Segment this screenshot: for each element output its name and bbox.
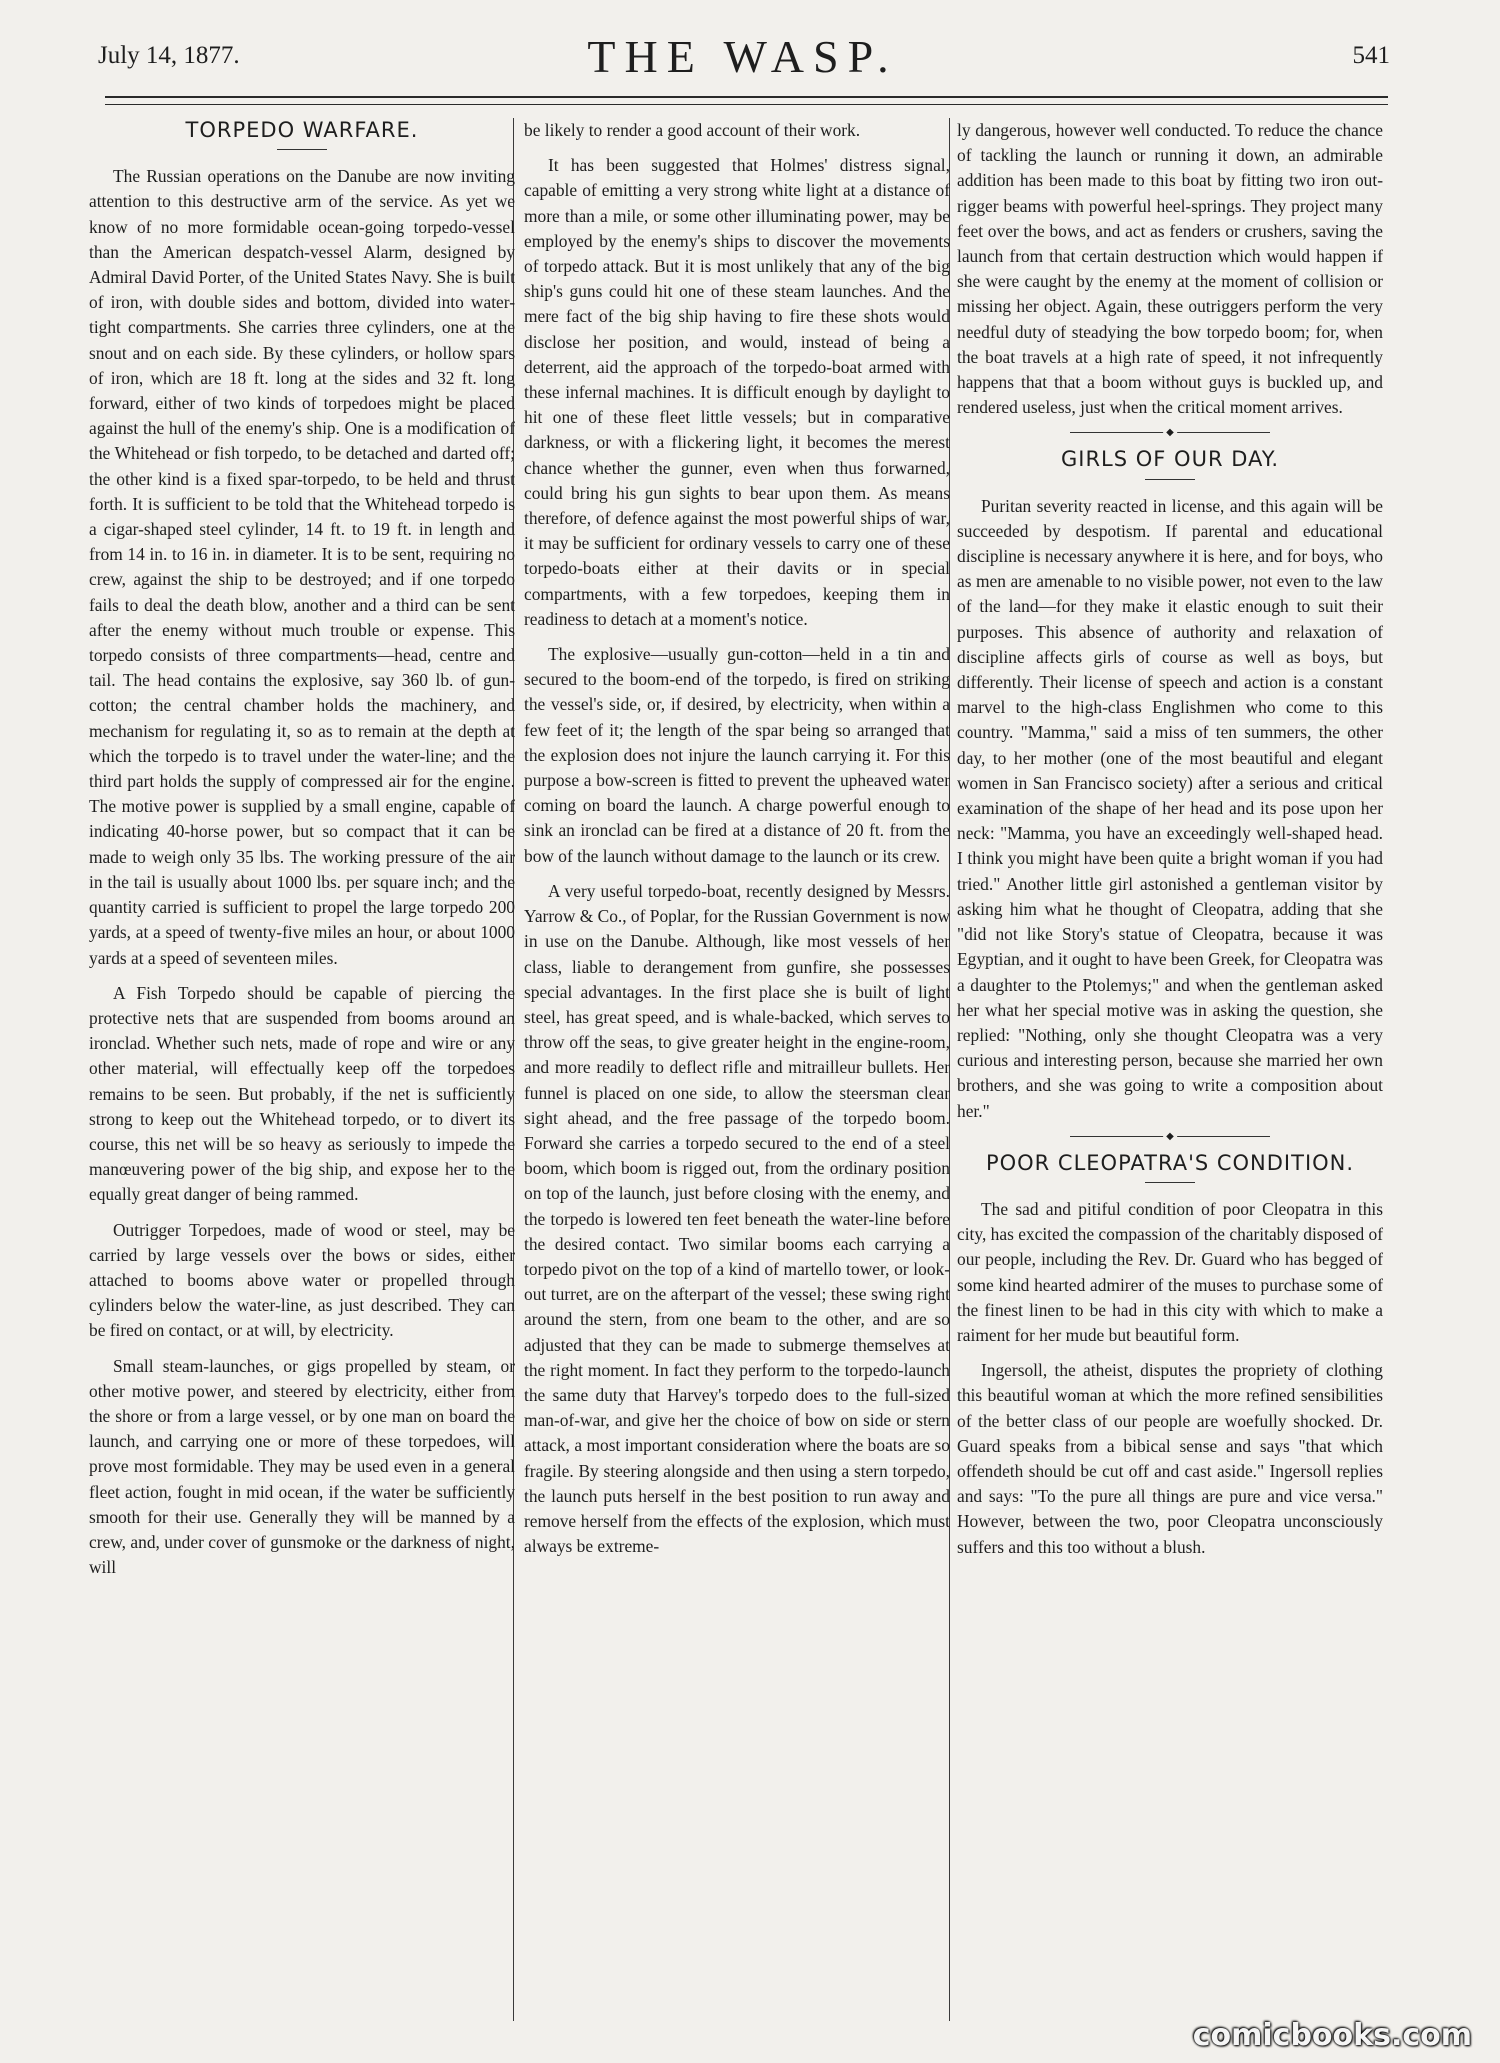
heading-rule xyxy=(1145,1182,1195,1183)
paragraph: It has been suggested that Holmes' distress signal, capable of emitting a very strong white light at a distance of more than a mile, or some other illuminating power, may be employed by the enemy's ships to discover the movements of torpedo attack. But it is most unlikely that any of the big ship's guns could hit one of these steam launches. And the mere fact of the big ship having to fire these shots would disclose her position, and would, instead of being a deterrent, aid the approach of the torpedo-boat armed with these infernal machines. It is difficult enough by daylight to hit one of these fleet little vessels; but in comparative darkness, or with a flickering light, it becomes the merest chance whether the gunner, even when thus forwarned, could bring his gun sights to bear upon them. As means therefore, of defence against the most powerful ships of war, it may be sufficient for ordinary vessels to carry one of these torpedo-boats either at their davits or in special compartments, with a few torpedoes, keeping them in readiness to detach at a moment's notice. xyxy=(524,155,950,629)
page-number: 541 xyxy=(1352,42,1390,69)
header-rule-thin xyxy=(105,104,1388,105)
ornamental-divider xyxy=(1070,427,1270,439)
article-heading-torpedo-warfare: TORPEDO WARFARE. xyxy=(185,118,419,142)
issue-date: July 14, 1877. xyxy=(98,42,240,69)
paragraph: be likely to render a good account of their work. xyxy=(524,120,861,140)
paragraph: Small steam-launches, or gigs propelled by steam, or other motive power, and steered by electricity, either from the shore or from a large vessel, or by one man on board the launch, and carrying one or more of these torpedoes, will prove most formidable. They may be used even in a general fleet action, fought in mid ocean, if the water be sufficiently smooth for their use. Generally they will be manned by a crew, and, under cover of gunsmoke or the darkness of night, will xyxy=(89,1355,515,1578)
heading-rule xyxy=(1145,479,1195,480)
diamond-ornament-icon: ◆ xyxy=(1163,1131,1177,1143)
article-heading-girls-of-our-day: GIRLS OF OUR DAY. xyxy=(1061,447,1279,472)
site-watermark: comicbooks.com xyxy=(1192,2018,1472,2053)
paragraph: Ingersoll, the atheist, disputes the propriety of clothing this beautiful woman at which the more refined sensibilities of the better class of our people are woefully shocked. Dr. Guard speaks from a bibical sense and says "that which offendeth should be cut off and cast aside." Ingersoll replies and says: "To the pure all things are pure and vice versa." However, between the two, poor Cleopatra unconsciously suffers and this too without a blush. xyxy=(957,1360,1383,1557)
heading-rule xyxy=(277,149,327,150)
paragraph: The sad and pitiful condition of poor Cleopatra in this city, has excited the compassion of the charitably disposed of our people, including the Rev. Dr. Guard who has begged of some kind hearted admirer of the muses to purchase some of the finest linen to be had in this city with which to make a raiment for her mude but beautiful form. xyxy=(957,1198,1383,1345)
header-rule-thick xyxy=(105,96,1388,98)
column-1 xyxy=(89,118,515,2018)
article-heading-poor-cleopatra: POOR CLEOPATRA'S CONDITION. xyxy=(985,1150,1355,1175)
column-3 xyxy=(957,118,1383,2018)
paragraph: Outrigger Torpedoes, made of wood or steel, may be carried by large vessels over the bows or sides, either attached to booms above water or propelled through cylinders below the water-line, as just described. They can be fired on contact, or at will, by electricity. xyxy=(89,1219,515,1341)
paragraph: A Fish Torpedo should be capable of piercing the protective nets that are suspended from booms around an ironclad. Whether such nets, made of rope and wire or any other material, will effectually keep off the torpedoes remains to be seen. But probably, if the net is sufficiently strong to keep out the Whitehead torpedo, or to divert its course, this net will be so heavy as seriously to impede the manœuvering power of the big ship, and expose her to the equally great danger of being rammed. xyxy=(89,982,515,1205)
paragraph: The explosive—usually gun-cotton—held in a tin and secured to the boom-end of the torpedo, is fired on striking the vessel's side, or, if desired, by electricity, when within a few feet of it; the length of the spar being so arranged that the explosion does not injure the launch carrying it. For this purpose a bow-screen is fitted to prevent the upheaved water coming on board the launch. A charge powerful enough to sink an ironclad can be fired at a distance of 20 ft. from the bow of the launch without damage to the launch or its crew. xyxy=(524,644,950,866)
paragraph: ly dangerous, however well conducted. To reduce the chance of tackling the launch or running it down, an admirable addition has been made to this boat by fitting two iron out-rigger beams with powerful heel-springs. They project many feet over the bows, and act as fenders or crushers, saving the launch from that certain destruction which would happen if she were caught by the enemy at the moment of collision or missing her object. Again, these outriggers perform the very needful duty of steadying the bow torpedo boom; for, when the boat travels at a high rate of speed, it not infrequently happens that that a boom without guys is buckled up, and rendered useless, just when the critical moment arrives. xyxy=(957,120,1383,418)
newspaper-title: THE WASP. xyxy=(587,31,898,82)
diamond-ornament-icon: ◆ xyxy=(1163,427,1177,439)
paragraph: A very useful torpedo-boat, recently designed by Messrs. Yarrow & Co., of Poplar, for the Russian Government is now in use on the Danube. Although, like most vessels of her class, liable to derangement from gunfire, she possesses special advantages. In the first place she is built of light steel, has great speed, and is whale-backed, which serves to throw off the seas, to give greater height in the engine-room, and more readily to deflect rifle and mitrailleur bullets. Her funnel is placed on one side, to allow the steersman clear sight ahead, and the free passage of the torpedo boom. Forward she carries a torpedo secured to the end of a steel boom, which boom is rigged out, from the ordinary position on top of the launch, just before closing with the enemy, and the torpedo is lowered ten feet beneath the water-line before the desired contact. Two similar booms each carrying a torpedo pivot on the top of a kind of martello tower, or look-out turret, are on the afterpart of the vessel; these swing right around the stern, from one beam to the other, and are so adjusted that they can be made to submerge themselves at the right moment. In fact they perform to the torpedo-launch the same duty that Harvey's torpedo does to the full-sized man-of-war, and give her the choice of bow on side or stern attack, a most important consideration where the boats are so fragile. By steering alongside and then using a stern torpedo, the launch puts herself in the best position to run away and remove herself from the effects of the explosion, which must always be extreme- xyxy=(524,880,950,1557)
paragraph: The Russian operations on the Danube are now inviting attention to this destructive arm of the service. As yet we know of no more formidable ocean-going torpedo-vessel than the American despatch-vessel Alarm, designed by Admiral David Porter, of the United States Navy. She is built of iron, with double sides and bottom, divided into water-tight compartments. She carries three cylinders, one at the snout and on each side. By these cylinders, or hollow spars of iron, which are 18 ft. long at the sides and 32 ft. long forward, either of two kinds of torpedoes might be placed against the hull of the enemy's ship. One is a modification of the Whitehead or fish torpedo, to be detached and darted off; the other kind is a fixed spar-torpedo, to be held and thrust forth. It is sufficient to be told that the Whitehead torpedo is a cigar-shaped steel cylinder, 14 ft. to 19 ft. in length and from 14 in. to 16 in. in diameter. It is to be sent, requiring no crew, against the ship to be destroyed; and if one torpedo fails to deal the death blow, another and a third can be sent after the enemy without much trouble or expense. This torpedo consists of three compartments—head, centre and tail. The head contains the explosive, say 360 lb. of gun-cotton; the central chamber holds the machinery, and mechanism for regulating it, so as to remain at the depth at which the torpedo is to travel under the water-line; and the third part holds the supply of compressed air for the engine. The motive power is supplied by a small engine, capable of indicating 40-horse power, but so compact that it can be made to weigh only 35 lbs. The working pressure of the air in the tail is usually about 1000 lbs. per square inch; and the quantity carried is sufficient to propel the large torpedo 200 yards, at a speed of twenty-five miles an hour, or about 1000 yards at a speed of seventeen miles. xyxy=(89,166,515,968)
masthead xyxy=(95,28,1390,88)
column-2 xyxy=(524,118,950,2018)
ornamental-divider xyxy=(1070,1130,1270,1142)
paragraph: Puritan severity reacted in license, and this again will be succeeded by despotism. If parental and educational discipline is necessary anywhere it is here, and for boys, who as men are amenable to no visible power, not even to the law of the land—for they make it elastic enough to suit their purposes. This absence of authority and relaxation of discipline affects girls of course as well as boys, but differently. Their license of speech and action is a constant marvel to the high-class Englishmen who come to this country. "Mamma," said a miss of ten summers, the other day, to her mother (one of the most beautiful and elegant women in San Francisco society) after a serious and critical examination of the shape of her head and its pose upon her neck: "Mamma, you have an exceedingly well-shaped head. I think you might have been quite a bright woman if you had tried." Another little girl astonished a gentleman visitor by asking him what he thought of Cleopatra, adding that she "did not like Story's statue of Cleopatra, because it was Egyptian, and it ought to have been Greek, for Cleopatra was a daughter to the Ptolemys;" and when the gentleman asked her what her special motive was in asking the question, she replied: "Nothing, only she thought Cleopatra was a very curious and interesting person, because she married her own brothers, and she was going to write a composition about her." xyxy=(957,495,1383,1121)
